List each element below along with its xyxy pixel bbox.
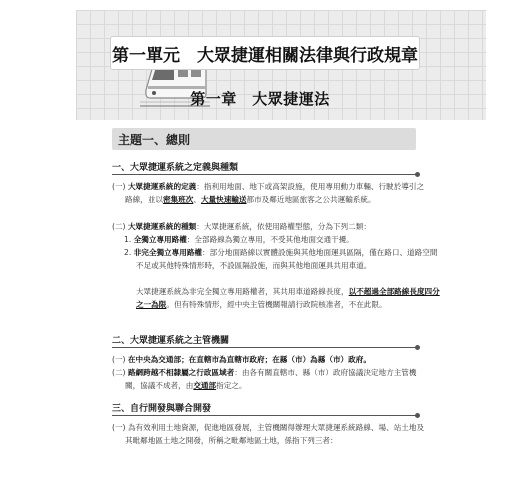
list-item-type-2: 2. 非完全獨立專用路權：部分地面路線以實體設施與其他地面運具區隔，僅在路口、道路空間不足或其他特殊情形時，不設區隔設施，而與其他地面運具共用車道。	[124, 248, 438, 270]
paragraph-types: (二) 大眾捷運系統的種類：大眾捷運系統，依使用路權型態，分為下列二類：	[112, 222, 371, 231]
section-divider	[112, 347, 418, 348]
paragraph-shared-lane: 大眾捷運系統為非完全獨立專用路權者，其共用車道路線長度，以不超過全部路線長度四分之一為限。但有特殊情形，經中央主管機關報請行政院核准者，不在此限。	[136, 287, 440, 309]
section-divider	[112, 415, 418, 416]
section-heading: 三、自行開發與聯合開發	[112, 404, 212, 414]
list-item-type-1: 1. 全獨立專用路權：全部路線為獨立專用，不受其他地面交通干擾。	[124, 235, 354, 244]
topic-heading: 主題一、總則	[112, 128, 416, 150]
paragraph-authority: (一) 在中央為交通部；在直轄市為直轄市政府；在縣（市）為縣（市）政府。	[112, 355, 371, 364]
section-divider	[112, 174, 418, 175]
paragraph-development: (一) 為有效利用土地資源，促進地區發展，主管機關得辦理大眾捷運系統路線、場、站土地及其毗鄰地區土地之開發，所稱之毗鄰地區土地，係指下列三者：	[112, 423, 425, 445]
paragraph-definition: (一) 大眾捷運系統的定義：指利用地面、地下或高架設施，使用專用動力車輛、行駛於導引之路線，並以密集班次、大量快速輸送都市及鄰近地區旅客之公共運輸系統。	[112, 182, 425, 204]
section-heading: 一、大眾捷運系統之定義與種類	[112, 163, 239, 173]
chapter-title: 第一章 大眾捷運法	[190, 90, 330, 108]
section-heading: 二、大眾捷運系統之主管機關	[112, 336, 230, 346]
paragraph-cross-region: (二) 路網跨越不相隸屬之行政區域者：由各有關直轄市、縣（市）政府協議決定地方主管機關，協議不成者，由交通部指定之。	[112, 368, 417, 390]
unit-title: 第一單元 大眾捷運相關法律與行政規章	[110, 36, 420, 70]
